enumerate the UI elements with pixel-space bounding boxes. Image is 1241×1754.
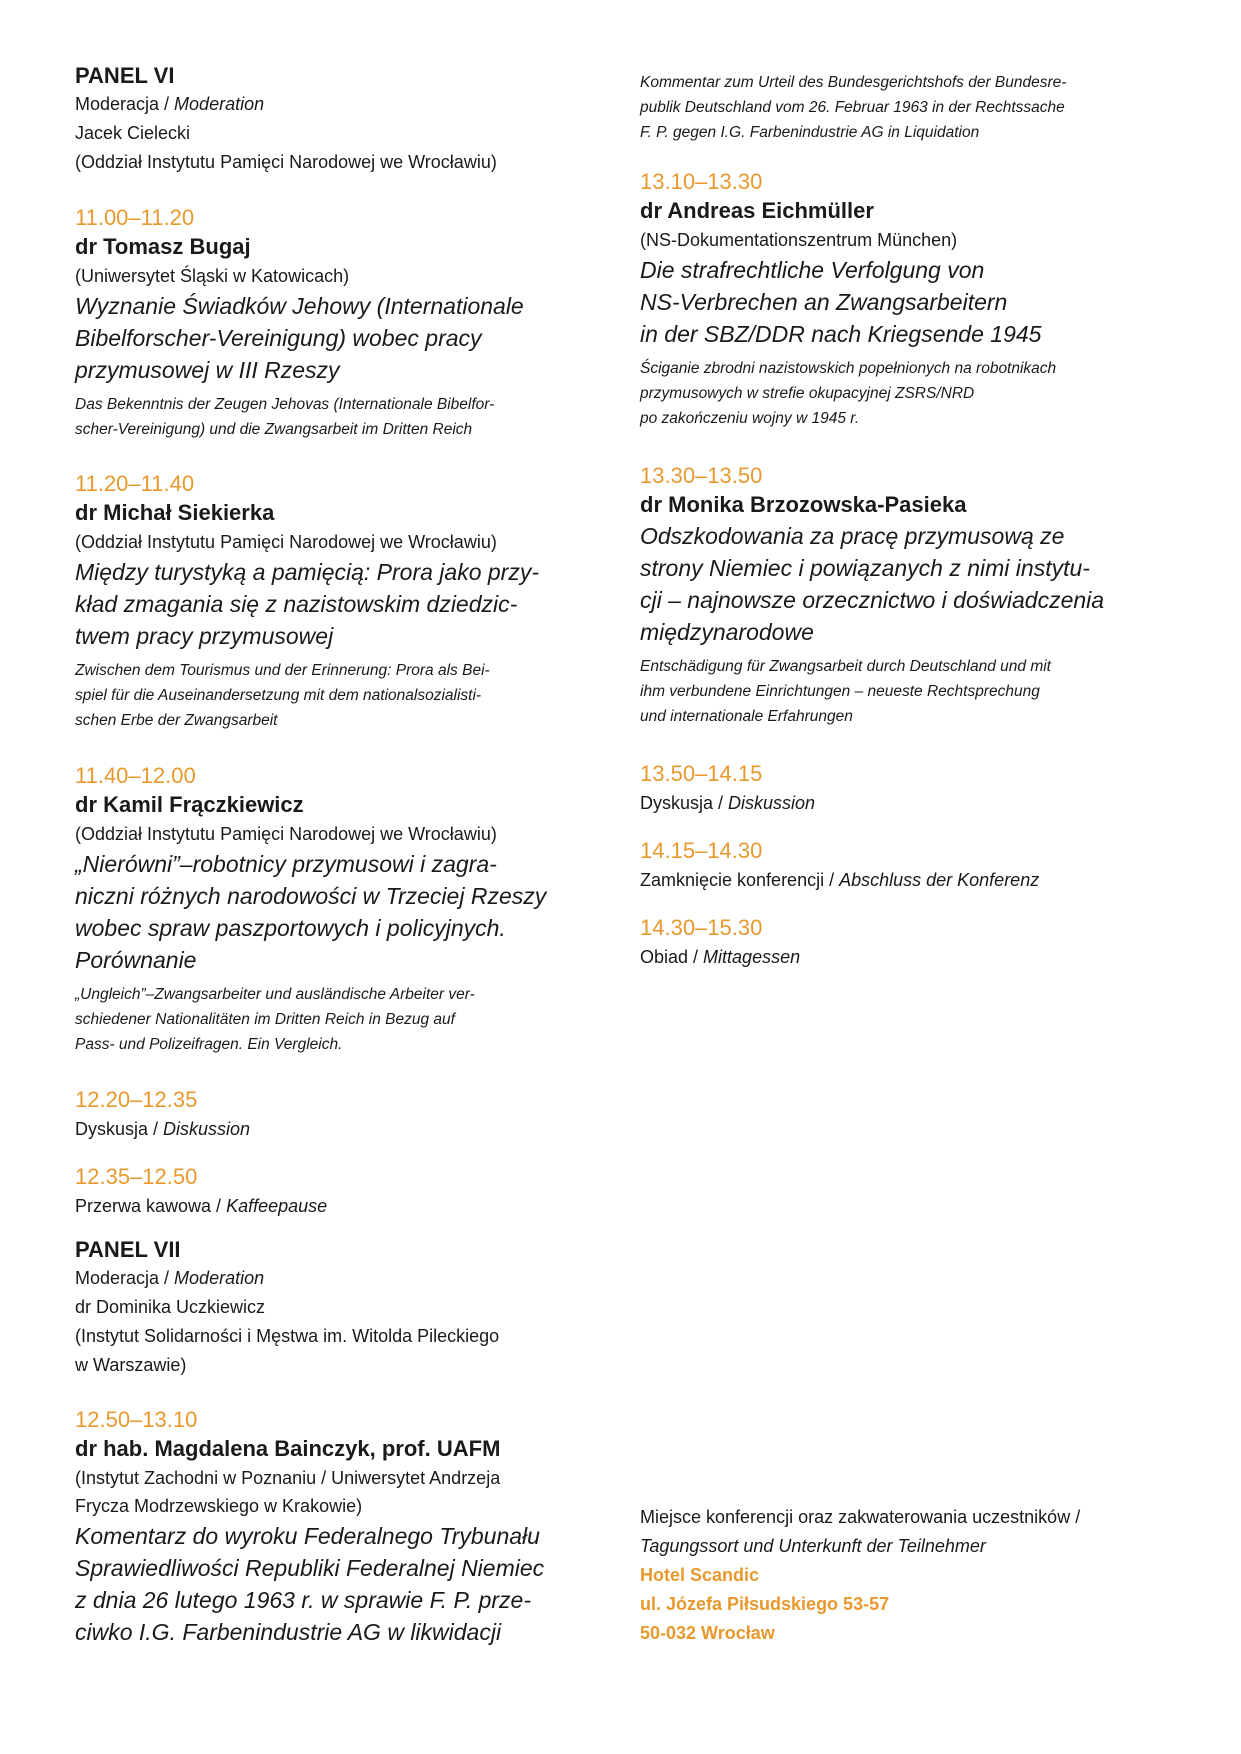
time-slot: 11.00–11.20: [75, 205, 195, 230]
talk-title-pl: Odszkodowania za pracę przymusową ze strony Niemiec i powiązanych z nimi instytu- cji – najnowsze orzecznictwo i doświadczenia międzynarodowe: [640, 523, 1105, 645]
speaker-name: dr Tomasz Bugaj: [75, 234, 251, 259]
session-label: Obiad / Mittagessen: [640, 947, 801, 967]
speaker-name: dr Kamil Frączkiewicz: [75, 792, 304, 817]
talk-block: [640, 168, 1180, 431]
talk-block: [640, 462, 1180, 729]
moderator-affiliation: (Instytut Solidarności i Męstwa im. Witolda Pileckiego w Warszawie): [75, 1326, 500, 1375]
hotel-name: Hotel Scandic: [640, 1565, 760, 1585]
time-slot: 12.50–13.10: [75, 1407, 198, 1432]
talk-title-pl: Między turystyką a pamięcią: Prora jako przy- kład zmagania się z nazistowskim dziedzic- twem pracy przymusowej: [75, 559, 539, 649]
time-slot: 14.15–14.30: [640, 838, 763, 863]
hotel-street: ul. Józefa Piłsudskiego 53-57: [640, 1594, 890, 1614]
coffee-break-block: [75, 1163, 605, 1221]
venue-label-de: Tagungssort und Unterkunft der Teilnehmer: [640, 1536, 986, 1556]
talk-title-de: Kommentar zum Urteil des Bundesgerichtshofs der Bundesre- publik Deutschland vom 26. Februar 1963 in der Rechtssache F. P. gegen I.G. Farbenindustrie AG in Liquidation: [640, 74, 1067, 141]
talk-block: [75, 204, 605, 442]
moderator-affiliation: (Oddział Instytutu Pamięci Narodowej we Wrocławiu): [75, 152, 497, 172]
panel-vii: [75, 1236, 605, 1380]
talk-title-pl: Ściganie zbrodni nazistowskich popełnionych na robotnikach przymusowych w strefie okupacyjnej ZSRS/NRD po zakończeniu wojny w 1945 r.: [640, 360, 1057, 427]
time-slot: 12.20–12.35: [75, 1087, 198, 1112]
speaker-name: dr Michał Siekierka: [75, 500, 275, 525]
session-label: Zamknięcie konferencji / Abschluss der Konferenz: [640, 870, 1040, 890]
moderation-label: Moderacja / Moderation: [75, 1268, 265, 1288]
moderation-label: Moderacja / Moderation: [75, 94, 265, 114]
session-label: Przerwa kawowa / Kaffeepause: [75, 1196, 328, 1216]
discussion-block: [640, 760, 1180, 818]
talk-title-de: Entschädigung für Zwangsarbeit durch Deutschland und mit ihm verbundene Einrichtungen – neueste Rechtsprechung und internationale Erfahrungen: [640, 658, 1051, 725]
time-slot: 12.35–12.50: [75, 1164, 198, 1189]
talk-title-de: Das Bekenntnis der Zeugen Jehovas (Internationale Bibelfor- scher-Vereinigung) und die Zwangsarbeit im Dritten Reich: [75, 396, 495, 438]
speaker-affiliation: (Oddział Instytutu Pamięci Narodowej we Wrocławiu): [75, 824, 497, 844]
speaker-name: dr Monika Brzozowska-Pasieka: [640, 492, 967, 517]
session-label: Dyskusja / Diskussion: [640, 793, 816, 813]
time-slot: 11.20–11.40: [75, 471, 195, 496]
moderator-name: Jacek Cielecki: [75, 123, 191, 143]
speaker-affiliation: (Oddział Instytutu Pamięci Narodowej we Wrocławiu): [75, 532, 497, 552]
panel-title: PANEL VII: [75, 1237, 181, 1262]
speaker-affiliation: (NS-Dokumentationszentrum München): [640, 230, 958, 250]
talk-block: [75, 762, 605, 1057]
time-slot: 13.30–13.50: [640, 463, 763, 488]
talk-title-pl: „Nierówni”–robotnicy przymusowi i zagra- niczni różnych narodowości w Trzeciej Rzeszy wobec spraw paszportowych i policyjnych. Porównanie: [75, 851, 547, 973]
time-slot: 11.40–12.00: [75, 763, 196, 788]
session-label: Dyskusja / Diskussion: [75, 1119, 251, 1139]
talk-block: [75, 1406, 605, 1648]
talk-title-pl: Wyznanie Świadków Jehowy (Internationale Bibelforscher-Vereinigung) wobec pracy przymusowej w III Rzeszy: [75, 293, 524, 383]
discussion-block: [75, 1086, 605, 1144]
panel-title: PANEL VI: [75, 63, 175, 88]
speaker-name: dr Andreas Eichmüller: [640, 198, 874, 223]
speaker-name: dr hab. Magdalena Bainczyk, prof. UAFM: [75, 1436, 501, 1461]
venue-label-pl: Miejsce konferencji oraz zakwaterowania uczestników /: [640, 1507, 1081, 1527]
lunch-block: [640, 914, 1180, 972]
time-slot: 14.30–15.30: [640, 915, 763, 940]
panel-vi: [75, 62, 605, 177]
hotel-city: 50-032 Wrocław: [640, 1623, 775, 1643]
moderator-name: dr Dominika Uczkiewicz: [75, 1297, 266, 1317]
talk-title-de: „Ungleich”–Zwangsarbeiter und ausländische Arbeiter ver- schiedener Nationalitäten im Dritten Reich in Bezug auf Pass- und Polizeifragen. Ein Vergleich.: [75, 986, 475, 1053]
talk-title-pl: Komentarz do wyroku Federalnego Trybunału Sprawiedliwości Republiki Federalnej Niemiec z dnia 26 lutego 1963 r. w sprawie F. P. prze- ciwko I.G. Farbenindustrie AG w likwidacji: [75, 1523, 545, 1645]
talk-title-de: Zwischen dem Tourismus und der Erinnerung: Prora als Bei- spiel für die Auseinandersetzung mit dem nationalsozialisti- schen Erbe der Zwangsarbeit: [75, 662, 490, 729]
time-slot: 13.10–13.30: [640, 169, 763, 194]
time-slot: 13.50–14.15: [640, 761, 763, 786]
talk-title-de: Die strafrechtliche Verfolgung von NS-Verbrechen an Zwangsarbeitern in der SBZ/DDR nach Kriegsende 1945: [640, 257, 1042, 347]
closing-block: [640, 837, 1180, 895]
speaker-affiliation: (Uniwersytet Śląski w Katowicach): [75, 266, 350, 286]
speaker-affiliation: (Instytut Zachodni w Poznaniu / Uniwersytet Andrzeja Frycza Modrzewskiego w Krakowie): [75, 1468, 501, 1516]
talk-continuation: [640, 70, 1180, 145]
venue-block: [640, 1503, 1180, 1648]
talk-block: [75, 470, 605, 733]
